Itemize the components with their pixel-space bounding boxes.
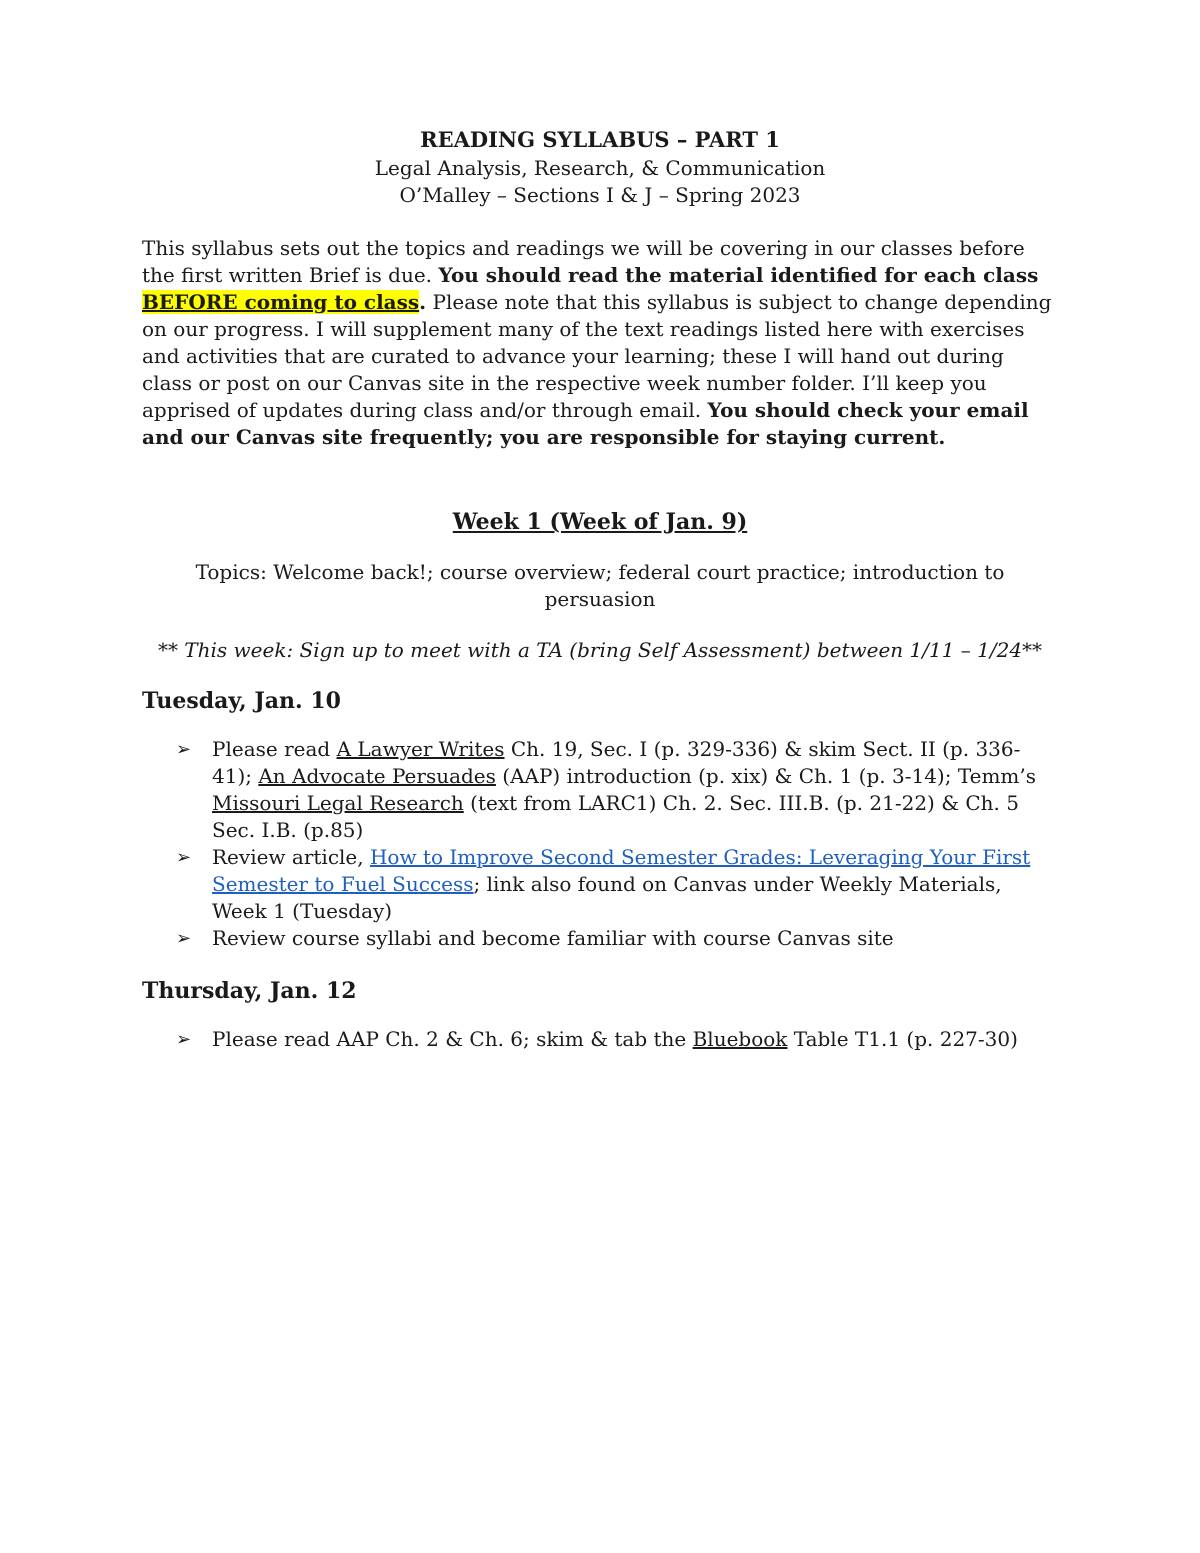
week-1-heading: Week 1 (Week of Jan. 9)	[452, 509, 748, 535]
thursday-reading-list	[142, 1026, 1058, 1053]
intro-text-2: Please note that this syllabus is subject to change depending on our progress. I will supplement many of the text readings listed here with exercises and activities that are curated to advance your learning; these I will hand out during class or post on our Canvas site in the respective week number folder. I’ll keep you apprised of updates during class and/or through email.	[142, 290, 1052, 422]
intro-text-1: This syllabus sets out the topics and readings we will be covering in our classes before the first written Brief is due.	[142, 236, 1025, 287]
book-title-an-advocate-persuades: An Advocate Persuades	[258, 764, 496, 788]
tuesday-heading: Tuesday, Jan. 10	[142, 688, 341, 714]
arrow-bullet-icon: ➢	[176, 928, 192, 949]
week-1-ta-note: ** This week: Sign up to meet with a TA (bring Self Assessment) between 1/11 – 1/24**	[157, 638, 1043, 662]
intro-bold-1: You should read the material identified for each class	[438, 263, 1039, 287]
week-1-topics: Topics: Welcome back!; course overview; federal court practice; introduction to persuasion	[195, 560, 1005, 611]
intro-paragraph	[142, 235, 1058, 451]
tuesday-reading-list	[142, 736, 1058, 952]
syllabus-page	[142, 125, 1058, 1053]
intro-bold-2: You should check your email and our Canvas site frequently; you are responsible for staying current.	[142, 398, 1029, 449]
item-text: Review article,	[212, 845, 370, 869]
arrow-bullet-icon: ➢	[176, 847, 192, 868]
list-item	[142, 844, 1058, 925]
book-title-bluebook: Bluebook	[692, 1027, 788, 1051]
item-text: (AAP) introduction (p. xix) & Ch. 1 (p. 3-14); Temm’s	[495, 764, 1036, 788]
thursday-heading: Thursday, Jan. 12	[142, 978, 357, 1004]
list-item	[142, 736, 1058, 844]
book-title-missouri-legal-research: Missouri Legal Research	[212, 791, 464, 815]
list-item	[142, 1026, 1058, 1053]
item-text: Please read	[212, 737, 337, 761]
intro-bold-period: .	[419, 290, 427, 314]
item-text: (text from LARC1) Ch. 2. Sec. III.B. (p. 21-22) & Ch. 5 Sec. I.B. (p.85)	[212, 791, 1019, 842]
book-title-a-lawyer-writes: A Lawyer Writes	[336, 737, 505, 761]
article-link[interactable]: How to Improve Second Semester Grades: Leveraging Your First Semester to Fuel Success	[212, 845, 1031, 896]
section-info: O’Malley – Sections I & J – Spring 2023	[399, 183, 801, 207]
arrow-bullet-icon: ➢	[176, 1029, 192, 1050]
arrow-bullet-icon: ➢	[176, 739, 192, 760]
item-text: Please read AAP Ch. 2 & Ch. 6; skim & tab the	[212, 1027, 693, 1051]
document-title: READING SYLLABUS – PART 1	[420, 127, 780, 152]
before-class-highlight: BEFORE coming to class	[142, 290, 420, 314]
item-text: Ch. 19, Sec. I (p. 329-336) & skim Sect. II (p. 336-41);	[212, 737, 1021, 788]
list-item	[142, 925, 1058, 952]
item-text: Table T1.1 (p. 227-30)	[787, 1027, 1018, 1051]
item-text: Review course syllabi and become familiar with course Canvas site	[212, 926, 894, 950]
item-text: ; link also found on Canvas under Weekly Materials, Week 1 (Tuesday)	[212, 872, 1002, 923]
course-name: Legal Analysis, Research, & Communication	[374, 156, 826, 180]
